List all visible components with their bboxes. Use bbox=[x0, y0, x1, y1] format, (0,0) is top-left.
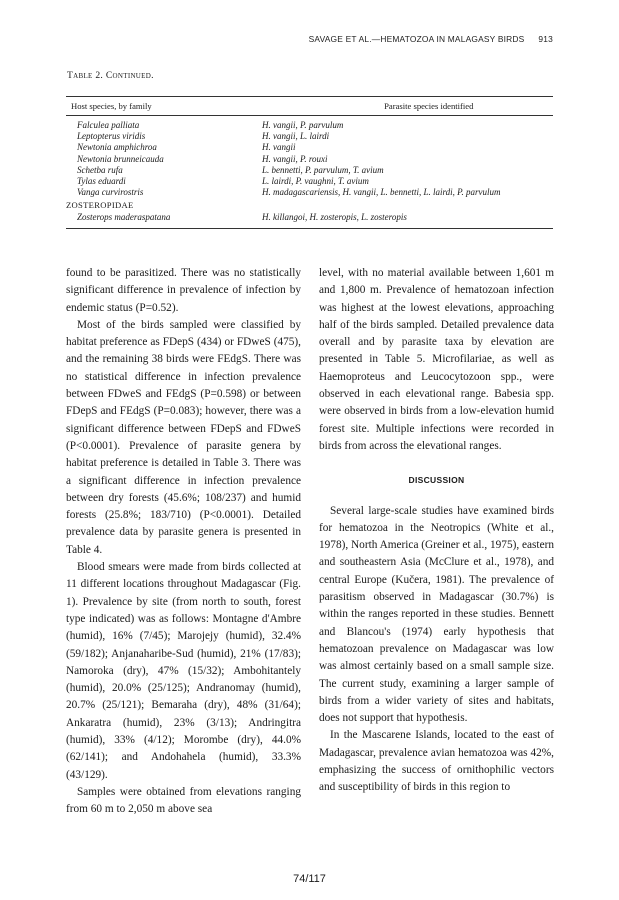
table-bottom-rule bbox=[66, 228, 553, 229]
running-header bbox=[66, 34, 553, 44]
host-species: Schetba rufa bbox=[77, 164, 123, 175]
table-row bbox=[66, 120, 553, 131]
table-row bbox=[66, 131, 553, 142]
page-counter: 74/117 bbox=[293, 873, 326, 885]
section-heading-discussion: DISCUSSION bbox=[408, 475, 465, 486]
paragraph: Blood smears were made from birds collected at 11 different locations throughout Madagascar (Fig. 1). Prevalence by site (from north to south, forest type indicated) was as follows: Montagne d'Ambre (humid), 16% (7/45); Marojejy (humid), 32.4% (59/182); Anjanaharibe-Sud (humid), 21% (17/83); Namoroka (dry), 47% (15/32); Ambohitantely (humid), 20.0% (25/125); Andranomay (humid), 20.7% (25/121); Bemaraha (dry), 48% (31/64); Ankaratra (humid), 23% (3/13); Andringitra (humid), 33% (4/12); Morombe (dry), 44.0% (62/141); and Andohahela (humid), 33.3% (43/129). bbox=[66, 561, 301, 781]
table-row bbox=[66, 187, 553, 198]
right-text-column bbox=[319, 265, 554, 797]
column-header-host: Host species, by family bbox=[71, 101, 152, 111]
parasite-species: H. vangii, L. lairdi bbox=[262, 131, 330, 142]
page-number: 913 bbox=[538, 34, 553, 44]
parasite-species: L. lairdi, P. vaughni, T. avium bbox=[262, 176, 369, 187]
table-title: Table 2. Continued. bbox=[67, 70, 154, 81]
host-species: Newtonia amphichroa bbox=[77, 142, 157, 153]
paragraph: Samples were obtained from elevations ranging from 60 m to 2,050 m above sea bbox=[66, 785, 301, 816]
parasite-species: H. killangoi, H. zosteropis, L. zosteropis bbox=[262, 211, 407, 222]
parasite-species: H. vangii, P. rouxi bbox=[262, 153, 328, 164]
paragraph: In the Mascarene Islands, located to the east of Madagascar, prevalence avian hematozoa was 42%, emphasizing the success of ornithophilic vectors and susceptibility of birds in this region to bbox=[319, 729, 554, 794]
parasite-table bbox=[66, 96, 553, 229]
paragraph: Most of the birds sampled were classified by habitat preference as FDepS (434) or FDweS (475), and the remaining 38 birds were FEdgS. There was no statistical difference in infection prevalence between FDweS and FEdgS (P=0.598) or between FDepS and FEdgS (P=0.083); however, there was a significant difference between FDepS and FDweS (P<0.0001). Prevalence of parasite genera by habitat preference is detailed in Table 3. There was a significant difference in infection prevalence between dry forests (45.6%; 108/237) and humid forests (25.8%; 183/710) (P<0.0001). Detailed prevalence data by parasite genera is presented in Table 4. bbox=[66, 318, 301, 556]
table-header-rule bbox=[66, 115, 553, 116]
host-species: Falculea palliata bbox=[77, 120, 140, 130]
host-species: Tylas eduardi bbox=[77, 176, 126, 187]
table-row bbox=[66, 176, 553, 187]
left-text-column bbox=[66, 265, 301, 819]
family-heading: ZOSTEROPIDAE bbox=[66, 200, 134, 211]
running-title: SAVAGE ET AL.—HEMATOZOA IN MALAGASY BIRDS bbox=[308, 34, 525, 44]
table-row bbox=[66, 212, 553, 223]
parasite-species: H. vangii, P. parvulum bbox=[262, 120, 344, 130]
table-row bbox=[66, 142, 553, 153]
host-species: Leptopterus viridis bbox=[77, 131, 146, 142]
table-row bbox=[66, 165, 553, 176]
parasite-species: H. vangii bbox=[262, 142, 296, 153]
column-header-parasite: Parasite species identified bbox=[384, 101, 474, 111]
parasite-species: H. madagascariensis, H. vangii, L. bennetti, L. lairdi, P. parvulum bbox=[262, 187, 501, 198]
host-species: Vanga curvirostris bbox=[77, 187, 144, 198]
host-species: Zosterops maderaspatana bbox=[77, 211, 171, 222]
paragraph: Several large-scale studies have examined birds for hematozoa in the Neotropics (White et al., 1978), North America (Greiner et al., 1975), eastern and southeastern Asia (McClure et al., 1978), and central Europe (Kučera, 1981). The prevalence of parasitism observed in Madagascar (30.7%) is within the ranges reported in these studies. Bennett and Blancou's (1974) early hypothesis that hematozoan prevalence on Madagascar was low was almost certainly based on a small sample size. The current study, examining a larger sample of birds from a wider variety of sites and habitats, does not support that hypothesis. bbox=[319, 504, 554, 725]
paragraph: found to be parasitized. There was no statistically significant difference in prevalence of infection by endemic status (P=0.52). bbox=[66, 267, 301, 314]
paragraph: level, with no material available between 1,601 m and 1,800 m. Prevalence of hematozoan infection was highest at the lowest elevations, approaching half of the birds sampled. Detailed prevalence data overall and by parasite taxa by elevation are presented in Table 5. Microfilariae, as well as Haemoproteus and Leucocytozoon spp., were observed in each elevational range. Babesia spp. were observed in birds from a low-elevation humid forest site. Multiple infections were recorded in birds from across the elevational ranges. bbox=[319, 267, 554, 452]
parasite-species: L. bennetti, P. parvulum, T. avium bbox=[262, 164, 384, 175]
table-row bbox=[66, 154, 553, 165]
host-species: Newtonia brunneicauda bbox=[77, 153, 164, 164]
